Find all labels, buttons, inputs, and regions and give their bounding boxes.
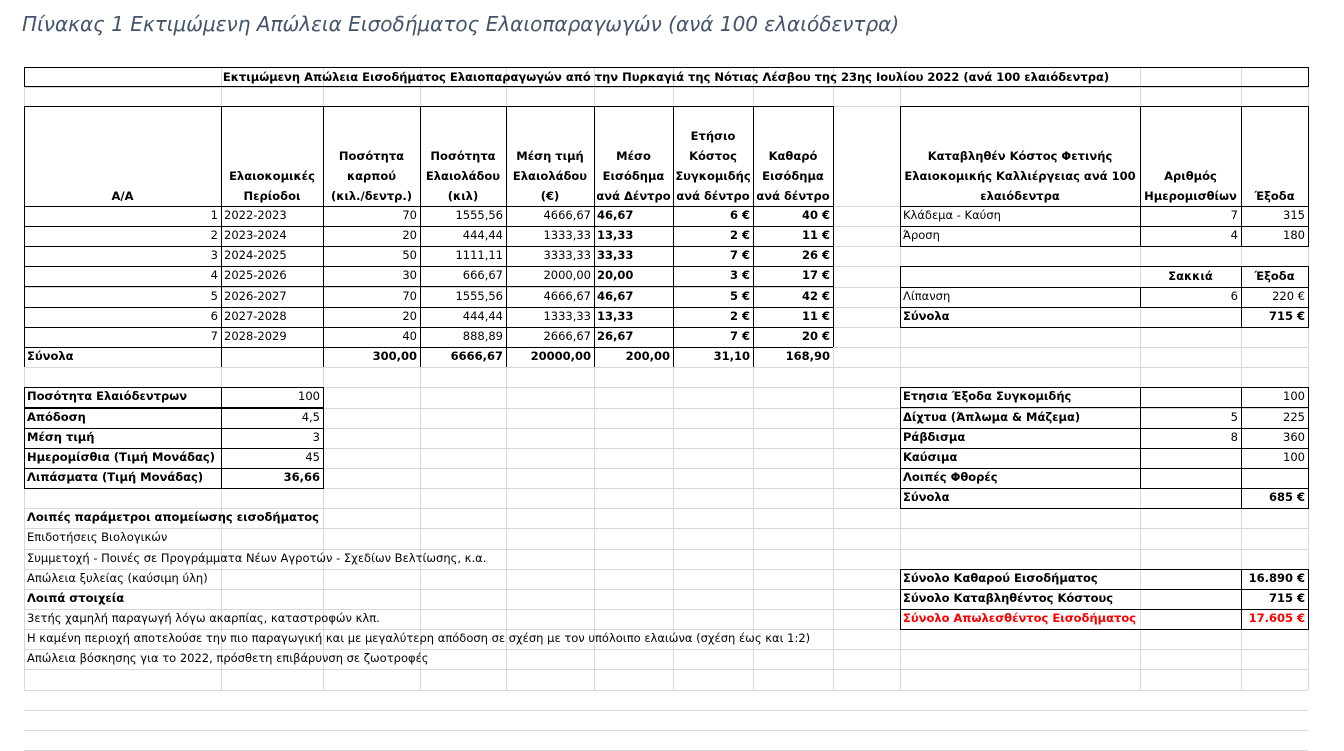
header-cost: ανά δέντρο <box>676 189 750 203</box>
remaining-title: Λοιπά στοιχεία <box>27 591 125 605</box>
header-cost: Κόστος <box>689 149 737 163</box>
fert-header-sacks: Σακκιά <box>1168 269 1213 283</box>
cost-header-desc: ελαιόδεντρα <box>980 189 1060 203</box>
cell-border <box>1308 226 1309 246</box>
fruit-cell: 30 <box>402 268 417 282</box>
remaining-item: Απώλεια βόσκησης για το 2022, πρόσθετη επιβάρυνση σε ζωοτροφές <box>27 651 429 665</box>
cost-value: 180 <box>1283 228 1305 242</box>
fert-value: 220 € <box>1272 289 1305 303</box>
cell-border <box>900 387 1308 388</box>
price-cell: 1333,33 <box>543 228 591 242</box>
header-fruit: Ποσότητα <box>338 149 405 163</box>
header-net: Εισόδημα <box>762 169 824 183</box>
harvest-value <box>1241 468 1308 488</box>
cost-header-days: Ημερομισθίων <box>1144 189 1237 203</box>
cost-total-label: Σύνολα <box>903 309 950 323</box>
cost-header-desc: Καταβληθέν Κόστος Φετινής <box>927 149 1113 163</box>
income-cell: 46,67 <box>597 289 634 303</box>
cost-label: Κλάδεμα - Καύση <box>903 208 1001 222</box>
period-cell: 2024-2025 <box>224 248 287 262</box>
header-price: Ελαιολάδου <box>512 169 588 183</box>
cost-header-exp: Έξοδα <box>1254 189 1295 203</box>
totals-net: 168,90 <box>785 349 830 363</box>
cost-cell: 2 € <box>729 228 750 242</box>
cell-border <box>323 448 324 468</box>
price-cell: 3333,33 <box>543 248 591 262</box>
cell-border <box>1308 387 1309 508</box>
summary-value: 17.605 € <box>1248 611 1305 625</box>
oil-cell: 444,44 <box>462 309 503 323</box>
fert-header-exp: Έξοδα <box>1254 269 1295 283</box>
row-number: 5 <box>210 289 218 303</box>
income-cell: 46,67 <box>597 208 634 222</box>
cell-border <box>833 106 834 206</box>
period-cell: 2022-2023 <box>224 208 287 222</box>
remaining-item: 3ετής χαμηλή παραγωγή λόγω ακαρπίας, καταστροφών κλπ. <box>27 611 380 625</box>
fruit-cell: 20 <box>402 309 417 323</box>
row-number: 4 <box>210 268 218 282</box>
other-param: Συμμετοχή - Ποινές σε Προγράμματα Νέων Αγροτών - Σχεδίων Βελτίωσης, κ.α. <box>27 551 487 565</box>
summary-label: Σύνολο Καταβληθέντος Κόστους <box>903 591 1114 605</box>
totals-price: 20000,00 <box>530 349 591 363</box>
header-fruit: καρπού <box>346 169 397 183</box>
harvest-total-label: Σύνολα <box>903 490 950 504</box>
param-value: 100 <box>298 389 320 403</box>
price-cell: 1333,33 <box>543 309 591 323</box>
row-number: 7 <box>210 329 218 343</box>
row-number: 1 <box>210 208 218 222</box>
row-number: 3 <box>210 248 218 262</box>
harvest-value: 225 <box>1283 410 1305 424</box>
header-cost: Ετήσιο <box>690 129 736 143</box>
other-param: Απώλεια ξυλείας (καύσιμη ύλη) <box>27 571 208 585</box>
param-label: Μέση τιμή <box>27 430 95 444</box>
harvest-label: Ράβδισμα <box>903 430 966 444</box>
harvest-qty <box>1140 468 1241 488</box>
cell-border <box>221 488 324 489</box>
period-cell: 2028-2029 <box>224 329 287 343</box>
cell-border <box>900 508 1309 509</box>
totals-income: 200,00 <box>625 349 670 363</box>
other-params-title: Λοιπές παράμετροι απομείωσης εισοδήματος <box>27 510 319 524</box>
header-oil: Ελαιολάδου <box>425 169 501 183</box>
oil-cell: 1555,56 <box>455 289 503 303</box>
header-fruit: (κιλ./δεντρ.) <box>330 189 413 203</box>
cell-border <box>1308 67 1309 86</box>
net-cell: 42 € <box>801 289 830 303</box>
header-income: ανά Δέντρο <box>596 189 671 203</box>
param-value: 3 <box>312 430 320 444</box>
cost-cell: 7 € <box>729 329 750 343</box>
net-cell: 26 € <box>801 248 830 262</box>
summary-label: Σύνολο Καθαρού Εισοδήματος <box>903 571 1098 585</box>
cost-label: Άροση <box>903 228 940 242</box>
param-label: Ποσότητα Ελαιόδεντρων <box>27 389 188 403</box>
cost-value: 315 <box>1283 208 1305 222</box>
cell-border <box>1308 569 1309 629</box>
cell-border <box>1308 206 1309 226</box>
row-number: 2 <box>210 228 218 242</box>
fert-label: Λίπανση <box>903 289 951 303</box>
param-value: 4,5 <box>301 410 320 424</box>
fruit-cell: 70 <box>402 289 417 303</box>
cell-border <box>833 206 834 347</box>
price-cell: 4666,67 <box>543 208 591 222</box>
header-price: Μέση τιμή <box>516 149 584 163</box>
price-cell: 4666,67 <box>543 289 591 303</box>
fert-qty: 6 <box>1230 289 1238 303</box>
other-param: Επιδοτήσεις Βιολογικών <box>27 530 168 544</box>
cost-cell: 6 € <box>729 208 750 222</box>
period-cell: 2027-2028 <box>224 309 287 323</box>
cell-border <box>24 206 25 367</box>
cost-cell: 7 € <box>729 248 750 262</box>
param-value: 45 <box>305 450 320 464</box>
header-cost: Συγκομιδής <box>675 169 751 183</box>
harvest-value: 100 <box>1283 450 1305 464</box>
fruit-cell: 50 <box>402 248 417 262</box>
income-cell: 33,33 <box>597 248 634 262</box>
cell-border <box>900 246 1141 247</box>
page-title: Πίνακας 1 Εκτιμώμενη Απώλεια Εισοδήματος Ελαιοπαραγωγών (ανά 100 ελαιόδεντρα) <box>22 12 900 36</box>
oil-cell: 1111,11 <box>455 248 503 262</box>
cell-border <box>900 327 1309 328</box>
cell-border <box>323 408 324 428</box>
oil-cell: 666,67 <box>462 268 503 282</box>
totals-label: Σύνολα <box>27 349 74 363</box>
income-cell: 13,33 <box>597 309 634 323</box>
net-cell: 20 € <box>801 329 830 343</box>
harvest-qty: 5 <box>1230 410 1238 424</box>
net-cell: 11 € <box>801 309 830 323</box>
harvest-qty: 8 <box>1230 430 1238 444</box>
harvest-label: Καύσιμα <box>903 450 958 464</box>
cell-border <box>900 266 1308 267</box>
fruit-cell: 20 <box>402 228 417 242</box>
param-label: Λιπάσματα (Τιμή Μονάδας) <box>27 470 204 484</box>
cost-cell: 5 € <box>729 289 750 303</box>
totals-oil: 6666,67 <box>450 349 503 363</box>
header-period: Περίοδοι <box>243 189 301 203</box>
period-cell: 2023-2024 <box>224 228 287 242</box>
harvest-label: Λοιπές Φθορές <box>903 470 998 484</box>
row-number: 6 <box>210 309 218 323</box>
cell-border <box>900 629 1308 630</box>
cell-border <box>323 428 324 448</box>
cell-border <box>1308 106 1309 206</box>
header-income: Εισόδημα <box>602 169 665 183</box>
fruit-cell: 40 <box>402 329 417 343</box>
cost-qty: 4 <box>1230 228 1238 242</box>
net-cell: 17 € <box>801 268 830 282</box>
cost-cell: 2 € <box>729 309 750 323</box>
harvest-qty <box>1140 448 1241 468</box>
net-cell: 40 € <box>801 208 830 222</box>
price-cell: 2000,00 <box>543 268 591 282</box>
cell-border <box>1241 246 1309 247</box>
period-cell: 2025-2026 <box>224 268 287 282</box>
remaining-item: Η καμένη περιοχή αποτελούσε την πιο παραγωγική και με μεγαλύτερη απόδοση σε σχέση με τον υπόλοιπο ελαιώνα (σχέση έως και 1:2) <box>27 631 811 645</box>
harvest-value: 360 <box>1283 430 1305 444</box>
cell-border <box>323 468 324 488</box>
period-cell: 2026-2027 <box>224 289 287 303</box>
header-aa: Α/Α <box>111 189 134 203</box>
oil-cell: 1555,56 <box>455 208 503 222</box>
fruit-cell: 70 <box>402 208 417 222</box>
param-label: Απόδοση <box>27 410 86 424</box>
income-cell: 13,33 <box>597 228 634 242</box>
cell-border <box>1140 246 1242 247</box>
cell-border <box>1308 266 1309 327</box>
cost-header-days: Αριθμός <box>1164 169 1217 183</box>
cell-border <box>24 488 222 489</box>
header-oil: Ποσότητα <box>430 149 496 163</box>
cost-total-value: 715 € <box>1268 309 1305 323</box>
header-price: (€) <box>540 189 560 203</box>
oil-cell: 888,89 <box>462 329 503 343</box>
harvest-qty <box>1140 387 1241 407</box>
harvest-value: 100 <box>1283 389 1305 403</box>
income-cell: 20,00 <box>597 268 634 282</box>
income-cell: 26,67 <box>597 329 634 343</box>
harvest-label: Ετησια Έξοδα Συγκομιδής <box>903 389 1072 403</box>
cost-cell: 3 € <box>729 268 750 282</box>
table-banner: Εκτιμώμενη Απώλεια Εισοδήματος Ελαιοπαραγωγών από την Πυρκαγιά της Νότιας Λέσβου της 23ης Ιουλίου 2022 (ανά 100 ελαιόδεντρα) <box>222 70 1110 84</box>
header-net: Καθαρό <box>768 149 818 163</box>
cost-qty: 7 <box>1230 208 1238 222</box>
cell-border <box>900 106 1308 107</box>
summary-label: Σύνολο Απωλεσθέντος Εισοδήματος <box>903 611 1137 625</box>
cell-border <box>1140 387 1141 488</box>
header-oil: (κιλ) <box>447 189 479 203</box>
net-cell: 11 € <box>801 228 830 242</box>
cell-border <box>24 106 833 107</box>
header-income: Μέσο <box>616 149 651 163</box>
param-value: 36,66 <box>283 470 320 484</box>
summary-value: 715 € <box>1268 591 1305 605</box>
oil-cell: 444,44 <box>462 228 503 242</box>
totals-fruit: 300,00 <box>372 349 417 363</box>
price-cell: 2666,67 <box>543 329 591 343</box>
param-label: Ημερομίσθια (Τιμή Μονάδας) <box>27 450 215 464</box>
header-period: Ελαιοκομικές <box>229 169 315 183</box>
harvest-total-value: 685 € <box>1268 490 1305 504</box>
harvest-label: Δίχτυα (Άπλωμα & Μάζεμα) <box>903 410 1081 424</box>
cost-header-desc: Ελαιοκομικής Καλλιέργειας ανά 100 <box>904 169 1136 183</box>
header-net: ανά δέντρο <box>756 189 830 203</box>
cell-border <box>323 387 324 407</box>
summary-value: 16.890 € <box>1248 571 1305 585</box>
totals-cost: 31,10 <box>713 349 750 363</box>
